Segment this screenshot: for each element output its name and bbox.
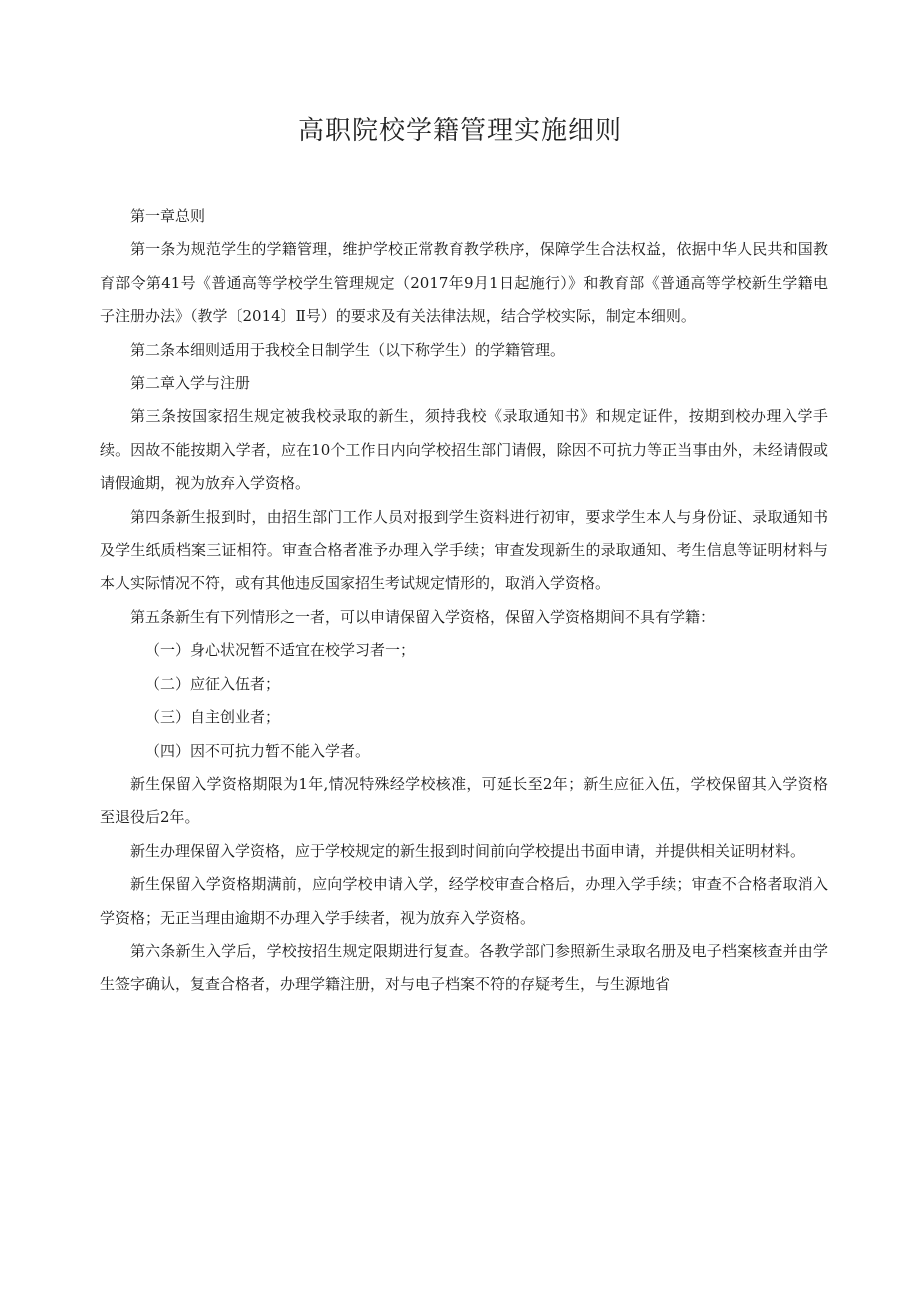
article-paragraph: 第四条新生报到时，由招生部门工作人员对报到学生资料进行初审，要求学生本人与身份证、录取通知书及学生纸质档案三证相符。审查合格者准予办理入学手续；审查发现新生的录取通知、考生信息等证明材料与本人实际情况不符，或有其他违反国家招生考试规定情形的，取消入学资格。	[100, 507, 828, 593]
chapter-heading: 第二章入学与注册	[130, 374, 251, 393]
article-paragraph: 第六条新生入学后，学校按招生规定限期进行复查。各教学部门参照新生录取名册及电子档案核查并由学生签字确认，复查合格者，办理学籍注册，对与电子档案不符的存疑考生，与生源地省	[100, 941, 828, 994]
article-paragraph: 第三条按国家招生规定被我校录取的新生，须持我校《录取通知书》和规定证件，按期到校办理入学手续。因故不能按期入学者，应在10个工作日内向学校招生部门请假，除因不可抗力等正当事由外，未经请假或请假逾期，视为放弃入学资格。	[100, 407, 828, 493]
article-paragraph: 新生保留入学资格期限为1年,情况特殊经学校核准，可延长至2年；新生应征入伍，学校保留其入学资格至退役后2年。	[100, 774, 828, 827]
list-item: （二）应征入伍者；	[145, 674, 281, 693]
document-title: 高职院校学籍管理实施细则	[297, 116, 622, 146]
article-paragraph: 第二条本细则适用于我校全日制学生（以下称学生）的学籍管理。	[130, 340, 566, 359]
list-item: （四）因不可抗力暂不能入学者。	[145, 741, 371, 760]
article-paragraph: 第五条新生有下列情形之一者，可以申请保留入学资格，保留入学资格期间不具有学籍：	[130, 607, 716, 626]
chapter-heading: 第一章总则	[130, 207, 206, 225]
article-paragraph: 新生办理保留入学资格，应于学校规定的新生报到时间前向学校提出书面申请，并提供相关证明材料。	[130, 841, 806, 860]
list-item: （三）自主创业者；	[145, 708, 281, 727]
list-item: （一）身心状况暂不适宜在校学习者一；	[145, 641, 416, 660]
article-paragraph: 新生保留入学资格期满前，应向学校申请入学，经学校审查合格后，办理入学手续；审查不合格者取消入学资格；无正当理由逾期不办理入学手续者，视为放弃入学资格。	[100, 875, 828, 927]
article-paragraph: 第一条为规范学生的学籍管理，维护学校正常教育教学秩序，保障学生合法权益，依据中华人民共和国教育部令第41号《普通高等学校学生管理规定（2017年9月1日起施行）》和教育部《普通高等学校新生学籍电子注册办法》（教学〔2014〕Ⅱ号）的要求及有关法律法规，结合学校实际，制定本细则。	[100, 240, 828, 326]
document-body	[100, 200, 828, 1002]
